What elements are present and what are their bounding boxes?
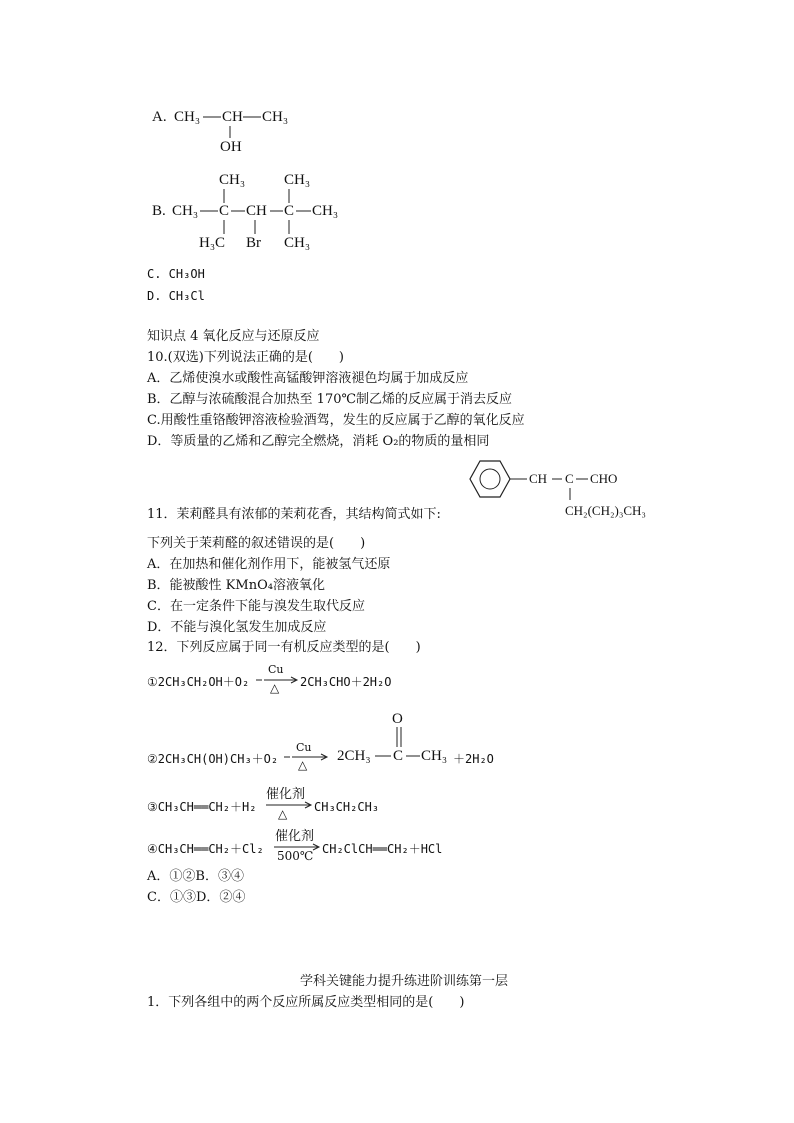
q9-b-c2: C (284, 203, 295, 219)
q12-r3-heat: △ (278, 807, 288, 821)
q12-stem: 12．下列反应属于同一有机反应类型的是( ) (147, 640, 421, 655)
q9-b-ch: CH (246, 203, 267, 219)
q10-option-c: C.用酸性重铬酸钾溶液检验酒驾，发生的反应属于乙醇的氧化反应 (147, 413, 525, 428)
q9-b-c1: C (219, 203, 230, 219)
section-4-title: 知识点 4 氧化反应与还原反应 (147, 329, 320, 344)
q9-b-ch3-left: CH₃ (172, 203, 199, 219)
q9-b-ch3-top-right: CH₃ (284, 172, 311, 188)
q12-r4-catalyst: 催化剂 (275, 829, 315, 844)
q12-r4-right: CH₂ClCH══CH₂＋HCl (322, 842, 443, 856)
q11-struct-cho: CHO (590, 471, 618, 486)
q12-r2-prod-pre: 2CH₃ (337, 748, 371, 764)
q9-b-ch3-right: CH₃ (312, 203, 339, 219)
q12-r3-catalyst: 催化剂 (266, 787, 306, 802)
q10-option-d: D．等质量的乙烯和乙醇完全燃烧，消耗 O₂的物质的量相同 (147, 434, 490, 449)
q11-option-d: D．不能与溴化氢发生加成反应 (147, 620, 327, 635)
q11-struct-chain: CH₂(CH₂)₃CH₃ (565, 503, 646, 518)
q9-b-ch3-bottom-right: CH₃ (284, 235, 311, 251)
q10-option-b: B．乙醇与浓硫酸混合加热至 170℃制乙烯的反应属于消去反应 (147, 392, 513, 407)
q9-b-br: Br (246, 235, 261, 251)
q11-option-c: C．在一定条件下能与溴发生取代反应 (147, 599, 365, 614)
q12-r2-prod-post: CH₃ (421, 748, 448, 764)
q12-r1-left: ①2CH₃CH₂OH＋O₂ (147, 675, 250, 689)
q12-r3-left: ③CH₃CH══CH₂＋H₂ (147, 800, 257, 814)
q9-option-b-label: B. (152, 203, 166, 219)
q9-option-c: C. CH₃OH (147, 267, 205, 281)
q12-r4-left: ④CH₃CH══CH₂＋Cl₂ (147, 842, 264, 856)
q12-r4-temperature: 500℃ (277, 849, 314, 863)
q12-r3-right: CH₃CH₂CH₃ (314, 800, 380, 814)
q12-options-cd: C．①③D．②④ (147, 890, 246, 905)
q10-option-a: A．乙烯使溴水或酸性高锰酸钾溶液褪色均属于加成反应 (147, 371, 469, 386)
q12-r1-right: 2CH₃CHO＋2H₂O (300, 675, 392, 689)
q12-r2-oxygen: O (392, 711, 403, 727)
q11-option-a: A．在加热和催化剂作用下，能被氢气还原 (147, 557, 391, 572)
q11-stem: 11．茉莉醛具有浓郁的茉莉花香，其结构简式如下: (147, 507, 441, 522)
q12-r1-heat: △ (270, 681, 280, 695)
q11-struct-ch: CH (529, 471, 548, 486)
q12-r2-tail: ＋2H₂O (453, 752, 494, 766)
q12-r2-catalyst: Cu (296, 741, 312, 754)
q10-stem: 10.(双选)下列说法正确的是( ) (147, 350, 344, 365)
q9-a-oh: OH (220, 139, 242, 155)
q11-option-b: B．能被酸性 KMnO₄溶液氧化 (147, 578, 325, 593)
q9-b-ch3-top-left: CH₃ (219, 172, 246, 188)
q12-r2-heat: △ (298, 758, 308, 772)
n1-stem: 1．下列各组中的两个反应所属反应类型相同的是( ) (147, 995, 465, 1010)
q11-sub-stem: 下列关于茉莉醛的叙述错误的是( ) (147, 536, 366, 551)
q9-option-d: D. CH₃Cl (147, 289, 205, 303)
q9-a-ch: CH (222, 109, 243, 125)
q12-r2-prod-c: C (393, 748, 404, 764)
q12-r1-catalyst: Cu (268, 663, 284, 676)
q12-r2-left: ②2CH₃CH(OH)CH₃＋O₂ (147, 752, 279, 766)
q9-a-ch3-left: CH₃ (174, 109, 201, 125)
section-next-title: 学科关键能力提升练进阶训练第一层 (300, 974, 509, 989)
q9-option-a-label: A. (152, 109, 167, 125)
q9-b-h3c-bottom: H₃C (199, 235, 226, 251)
q11-struct-c: C (565, 471, 574, 486)
q12-options-ab: A．①②B．③④ (147, 869, 244, 884)
q9-a-ch3-right: CH₃ (262, 109, 289, 125)
